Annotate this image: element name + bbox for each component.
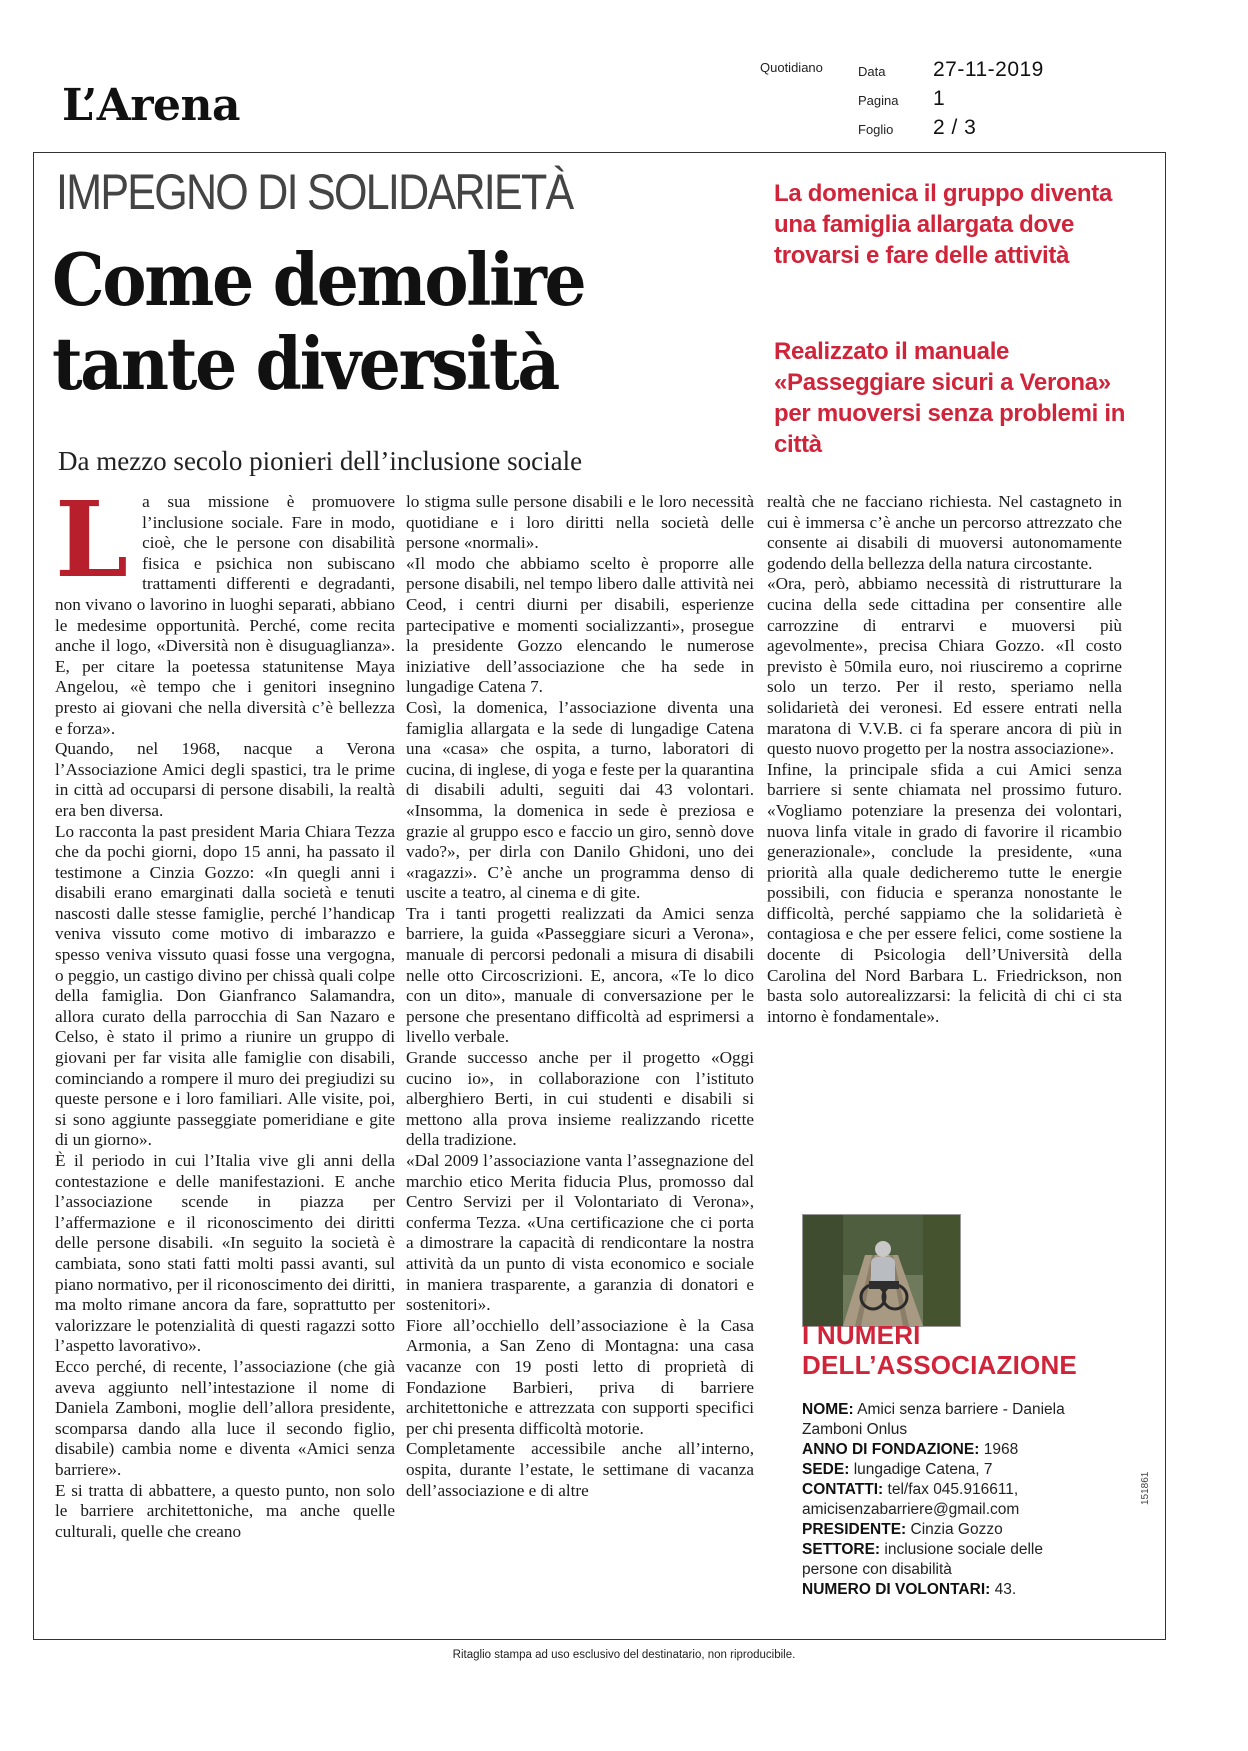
meta-page-value: 1: [933, 87, 946, 110]
highlight-manual: Realizzato il manuale «Passeggiare sicuri a Verona» per muoversi senza problemi in città: [774, 338, 1126, 458]
paragraph: realtà che ne facciano richiesta. Nel castagneto in cui è immersa c’è anche un percorso attrezzato che consente ai disabili di muoversi autonomamente godendo della bellezza della natura circostante.: [767, 492, 1122, 573]
fact-president: [802, 1520, 1102, 1540]
meta-sheet-value: 2 / 3: [933, 116, 977, 139]
article-column-2: [406, 492, 754, 1501]
article-title: Come demolire tante diversità: [52, 237, 585, 406]
box-title: [802, 1320, 1077, 1380]
paragraph: lo stigma sulle persone disabili e le loro necessità quotidiane e i loro diritti nella società delle persone «normali».: [406, 492, 754, 553]
drop-cap: L: [55, 478, 129, 601]
clipping-meta: [858, 58, 1044, 145]
paragraph: Completamente accessibile anche all’interno, ospita, durante l’estate, le settimane di vacanza dell’associazione e di altre: [406, 1439, 754, 1500]
article-column-1: [55, 478, 395, 1542]
association-facts: [802, 1400, 1102, 1600]
paragraph: Lo racconta la past president Maria Chiara Tezza che da pochi giorni, dopo 15 anni, ha passato il testimone a Cinzia Gozzo: «In quegli anni i disabili erano emarginati dalla società e tenuti nascosti dalle stesse famiglie, perché l’handicap veniva vissuto come motivo di imbarazzo e spesso veniva vissuto quasi fosse una vergogna, o peggio, un castigo divino per chissà quali colpe della famiglia. Don Gianfranco Salamandra, allora curato della parrocchia di San Nazaro e Celso, è stato il primo a riunire un gruppo di giovani per far visita alle famiglie con disabili, cominciando a rompere il muro dei pregiudizi su queste persone e i loro familiari. Alle visite, poi, si sono aggiunte passeggiate pomeridiane e gite di un giorno».: [55, 821, 395, 1150]
fact-volunteers: [802, 1580, 1102, 1600]
paragraph: Ecco perché, di recente, l’associazione (che già aveva aggiunto nell’intestazione il nome di Daniela Zamboni, moglie dell’allora presidente, scomparsa dando alla luce il secondo figlio, disabile) cambia nome e diventa «Amici senza barriere».: [55, 1356, 395, 1479]
paragraph: Quando, nel 1968, nacque a Verona l’Associazione Amici degli spastici, tra le prime in città ad occuparsi di persone disabili, la realtà era ben diversa.: [55, 739, 395, 820]
fact-key: NUMERO DI VOLONTARI:: [802, 1581, 991, 1598]
fact-key: SEDE:: [802, 1461, 850, 1478]
meta-date-label: Data: [858, 64, 886, 79]
fact-value: 1968: [983, 1441, 1019, 1458]
meta-sheet: [858, 116, 1044, 145]
wheelchair-photo: [802, 1214, 961, 1327]
meta-date-value: 27-11-2019: [933, 58, 1044, 81]
meta-page-label: Pagina: [858, 93, 899, 108]
paragraph: E si tratta di abbattere, a questo punto, non solo le barriere architettoniche, ma anche quelle culturali, quelle che creano: [55, 1480, 395, 1541]
fact-value: Cinzia Gozzo: [910, 1521, 1003, 1538]
fact-key: SETTORE:: [802, 1541, 881, 1558]
article-subtitle: Da mezzo secolo pionieri dell’inclusione sociale: [58, 446, 583, 476]
footer-disclaimer: Ritaglio stampa ad uso esclusivo del destinatario, non riproducibile.: [452, 1649, 796, 1661]
paragraph: Fiore all’occhiello dell’associazione è la Casa Armonia, a San Zeno di Montagna: una casa vacanze con 19 posti letto di proprietà di Fondazione Barbieri, priva di barriere architettoniche e attrezzata con supporti specifici per chi presenta difficoltà motorie.: [406, 1315, 754, 1438]
fact-value: Amici senza barriere - Daniela Zamboni Onlus: [802, 1401, 1065, 1438]
highlight-family: La domenica il gruppo diventa una famiglia allargata dove trovarsi e fare delle attività: [774, 180, 1113, 269]
fact-key: ANNO DI FONDAZIONE:: [802, 1441, 980, 1458]
box-title-line-1: I NUMERI: [802, 1320, 921, 1350]
fact-seat: [802, 1460, 1102, 1480]
paragraph: Grande successo anche per il progetto «Oggi cucino io», in collaborazione con l’istituto alberghiero Berti, in cui studenti e disabili si mettono alla prova insieme realizzando ricette della tradizione.: [406, 1048, 754, 1150]
fact-key: NOME:: [802, 1401, 854, 1418]
fact-value: inclusione sociale delle persone con disabilità: [802, 1541, 1043, 1578]
fact-value: tel/fax 045.916611, amicisenzabarriere@gmail.com: [802, 1481, 1020, 1518]
fact-value: lungadige Catena, 7: [853, 1461, 993, 1478]
paragraph: «Ora, però, abbiamo necessità di ristrutturare la cucina della sede cittadina per consentire alle carrozzine di entrarvi e muoversi più agevolmente», precisa Chiara Gozzo. «Il costo previsto è 50mila euro, noi riusciremo a coprirne solo un terzo. Per il resto, speriamo nella solidarietà dei veronesi. Ed essere entrati nella maratona di V.V.B. ci fa sperare ancora di più in questo nuovo progetto per la nostra associazione».: [767, 574, 1122, 759]
meta-page: [858, 87, 1044, 116]
wheelchair-photo-image: [803, 1215, 960, 1326]
clipping-code: 151861: [1140, 1471, 1151, 1505]
meta-sheet-label: Foglio: [858, 122, 894, 137]
paragraph: Tra i tanti progetti realizzati da Amici senza barriere, la guida «Passeggiare sicuri a Verona», manuale di percorsi pedonali a misura di disabili nelle otto Circoscrizioni. E, ancora, «Te lo dico con un dito», manuale di conversazione per le persone che presentano difficoltà ad esprimersi a livello verbale.: [406, 903, 754, 1047]
article-column-3: [767, 492, 1122, 1027]
paragraph: a sua missione è promuovere l’inclusione sociale. Fare in modo, cioè, che le persone con disabilità fisica e psichica non subiscano trattamenti differenti e degradanti, non vivano o lavorino in luoghi separati, abbiano le medesime opportunità. Perché, come recita anche il logo, «Diversità non è disuguaglianza». E, per citare la poetessa statunitense Maya Angelou, «è tempo che i genitori insegnino presto ai giovani che nella diversità c’è bellezza e forza».: [55, 492, 395, 738]
publication-type: Quotidiano: [760, 60, 823, 75]
paragraph: Così, la domenica, l’associazione diventa una famiglia allargata e la sede di lungadige Catena una «casa» che ospita, a turno, laboratori di cucina, di inglese, di yoga e feste per la quarantina di disabili adulti, seguiti dai 43 volontari. «Insomma, la domenica in sede è preziosa e grazie al gruppo esco e faccio un giro, sennò dove vado?», per dirla con Danilo Ghidoni, uno dei «ragazzi». C’è anche un programma denso di uscite a teatro, al cinema e di gite.: [406, 697, 754, 903]
newspaper-masthead: L’Arena: [62, 80, 241, 131]
fact-name: [802, 1400, 1102, 1440]
fact-key: CONTATTI:: [802, 1481, 884, 1498]
fact-founding-year: [802, 1440, 1102, 1460]
paragraph: Infine, la principale sfida a cui Amici senza barriere si sente chiamata nel prossimo futuro. «Vogliamo potenziare la presenza dei volontari, nuova linfa vitale in grado di favorire il ricambio generazionale», conclude la presidente, «una priorità alla quale dedicheremo tutte le energie possibili, con fiducia e speranza nonostante le difficoltà, perché sappiamo che la solidarietà è contagiosa e che per essere felici, come sostiene la docente di Psicologia dell’Università della Carolina del Nord Barbara L. Friedrickson, non basta solo autorealizzarsi: la felicità di chi ci sta intorno è fondamentale».: [767, 759, 1122, 1026]
fact-contacts: [802, 1480, 1102, 1520]
fact-sector: [802, 1540, 1102, 1580]
fact-value: 43.: [994, 1581, 1017, 1598]
article-kicker: IMPEGNO DI SOLIDARIETÀ: [56, 164, 573, 220]
fact-key: PRESIDENTE:: [802, 1521, 907, 1538]
box-title-line-2: DELL’ASSOCIAZIONE: [802, 1350, 1077, 1380]
paragraph: «Il modo che abbiamo scelto è proporre alle persone disabili, nel tempo libero dalle attività nei Ceod, i centri diurni per disabili, esperienze partecipative e momenti socializzanti», prosegue la presidente Gozzo elencando le numerose iniziative dell’associazione che ha sede in lungadige Catena 7.: [406, 553, 754, 697]
meta-date: [858, 58, 1044, 87]
paragraph: «Dal 2009 l’associazione vanta l’assegnazione del marchio etico Merita fiducia Plus, promosso dal Centro Servizi per il Volontariato di Verona», conferma Tezza. «Una certificazione che ci porta a dimostrare la capacità di rendicontare la nostra attività da un punto di vista economico e sociale in maniera trasparente, a garanzia di donatori e sostenitori».: [406, 1151, 754, 1315]
paragraph: È il periodo in cui l’Italia vive gli anni della contestazione e delle manifestazioni. E anche l’associazione scende in piazza per l’affermazione e il riconoscimento dei diritti delle persone disabili. «In seguito la società è cambiata, sono stati fatti molti passi avanti, sul piano normativo, per il riconoscimento dei diritti, ma molto rimane ancora da fare, soprattutto per valorizzare le potenzialità di questi ragazzi sotto l’aspetto lavorativo».: [55, 1151, 395, 1356]
